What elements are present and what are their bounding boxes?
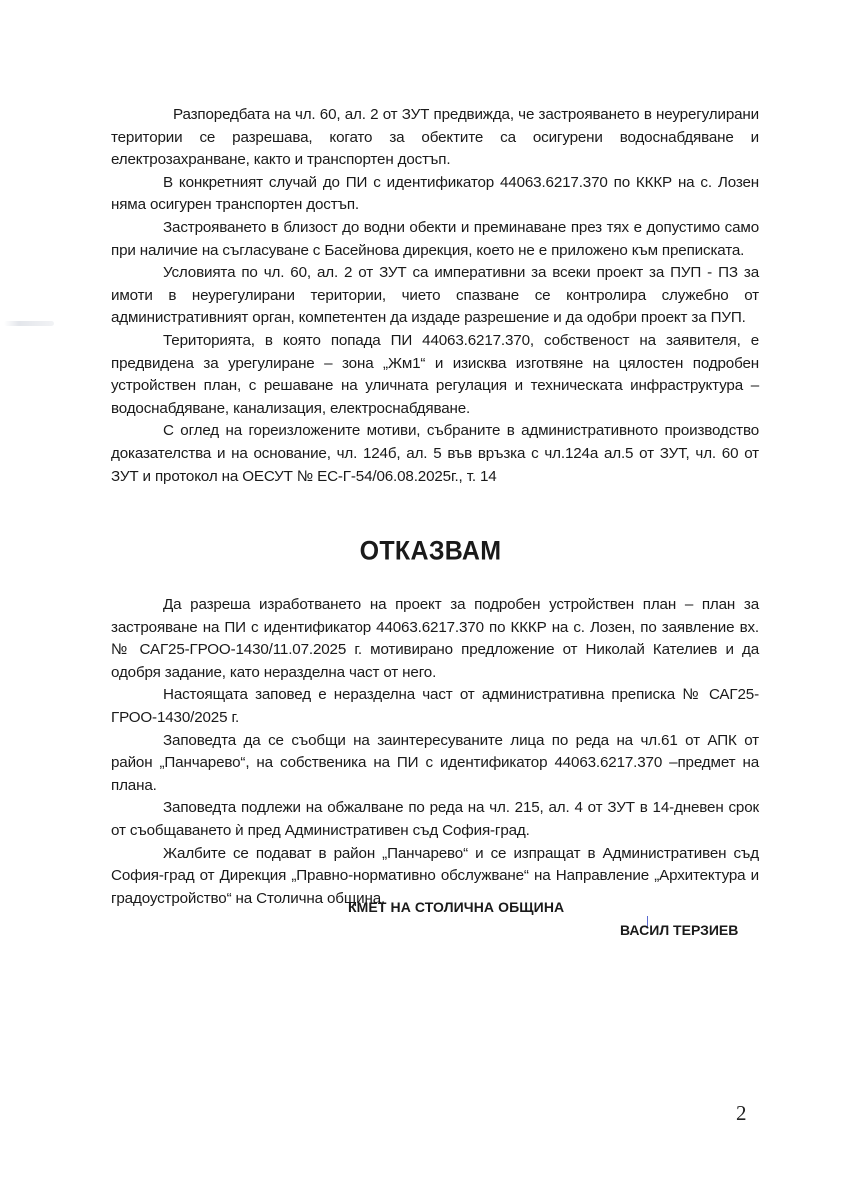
paragraph-refusal-details: Да разреша изработването на проект за подробен устройствен план – план за застрояване на ПИ с идентификатор 44063.6217.370 по КККР на с. Лозен, по заявление вх.№ САГ25-ГРОО-1430/11.07.2025 г. мотивирано предложение от Николай Кателиев и да одобря задание, като неразделна част от него. <box>111 596 759 681</box>
scan-artifact <box>4 321 54 326</box>
paragraph-legal-basis: С оглед на гореизложените мотиви, събраните в административното производство доказателства и на основание, чл. 124б, ал. 5 във връзка с чл.124а ал.5 от ЗУТ, чл. 60 от ЗУТ и протокол на ОЕСУТ № ЕС-Г-54/06.08.2025г., т. 14 <box>111 422 759 485</box>
paragraph-imperative-conditions: Условията по чл. 60, ал. 2 от ЗУТ са императивни за всеки проект за ПУП - ПЗ за имоти в неурегулирани територии, чието спазване се контролира служебно от административният орган, компетентен да издаде разрешение и да одобри проект за ПУП. <box>111 264 759 327</box>
paragraph-water-bodies: Застрояването в близост до водни обекти и преминаване през тях е допустимо само при наличие на съгласуване с Басейнова дирекция, което не е приложено към преписката. <box>111 218 759 259</box>
signer-name: ВАСИЛ ТЕРЗИЕВ <box>620 922 739 938</box>
paragraph-no-transport-access: В конкретният случай до ПИ с идентификатор 44063.6217.370 по КККР на с. Лозен няма осигурен транспортен достъп. <box>111 173 759 214</box>
paragraph-territory-zone: Територията, в която попада ПИ 44063.6217.370, собственост на заявителя, е предвидена за урегулиране – зона „Жм1“ и изисква изготвяне на цялостен подробен устройствен план, с решаване на уличната регулация и техническата инфраструктура – водоснабдяване, канализация, електроснабдяване. <box>111 331 759 417</box>
page-number: 2 <box>736 1101 747 1125</box>
signer-title: КМЕТ НА СТОЛИЧНА ОБЩИНА <box>348 899 565 915</box>
paragraph-appeal: Заповедта подлежи на обжалване по реда на чл. 215, ал. 4 от ЗУТ в 14-дневен срок от съобщаването ѝ пред Административен съд София-град. <box>111 799 759 839</box>
paragraph-zut-art60: Разпоредбата на чл. 60, ал. 2 от ЗУТ предвижда, че застрояването в неурегулирани територии се разрешава, когато за обектите са осигурени водоснабдяване и електрозахранване, както и транспортен достъп. <box>111 106 759 169</box>
reasoning-section <box>111 104 759 488</box>
paragraph-notification: Заповедта да се съобщи на заинтересуваните лица по реда на чл.61 от АПК от район „Панчарево“, на собственика на ПИ с идентификатор 44063.6217.370 –предмет на плана. <box>111 731 759 794</box>
paragraph-file-reference: Настоящата заповед е неразделна част от административна преписка № САГ25-ГРОО-1430/2025 г. <box>111 686 759 726</box>
decision-section <box>111 594 759 910</box>
paragraph-complaints: Жалбите се подават в район „Панчарево“ и се изпращат в Административен съд София-град от Дирекция „Правно-нормативно обслужване“ на Направление „Архитектура и градоустройство“ на Столична община. <box>111 844 759 907</box>
decision-heading: ОТКАЗВАМ <box>359 535 502 567</box>
